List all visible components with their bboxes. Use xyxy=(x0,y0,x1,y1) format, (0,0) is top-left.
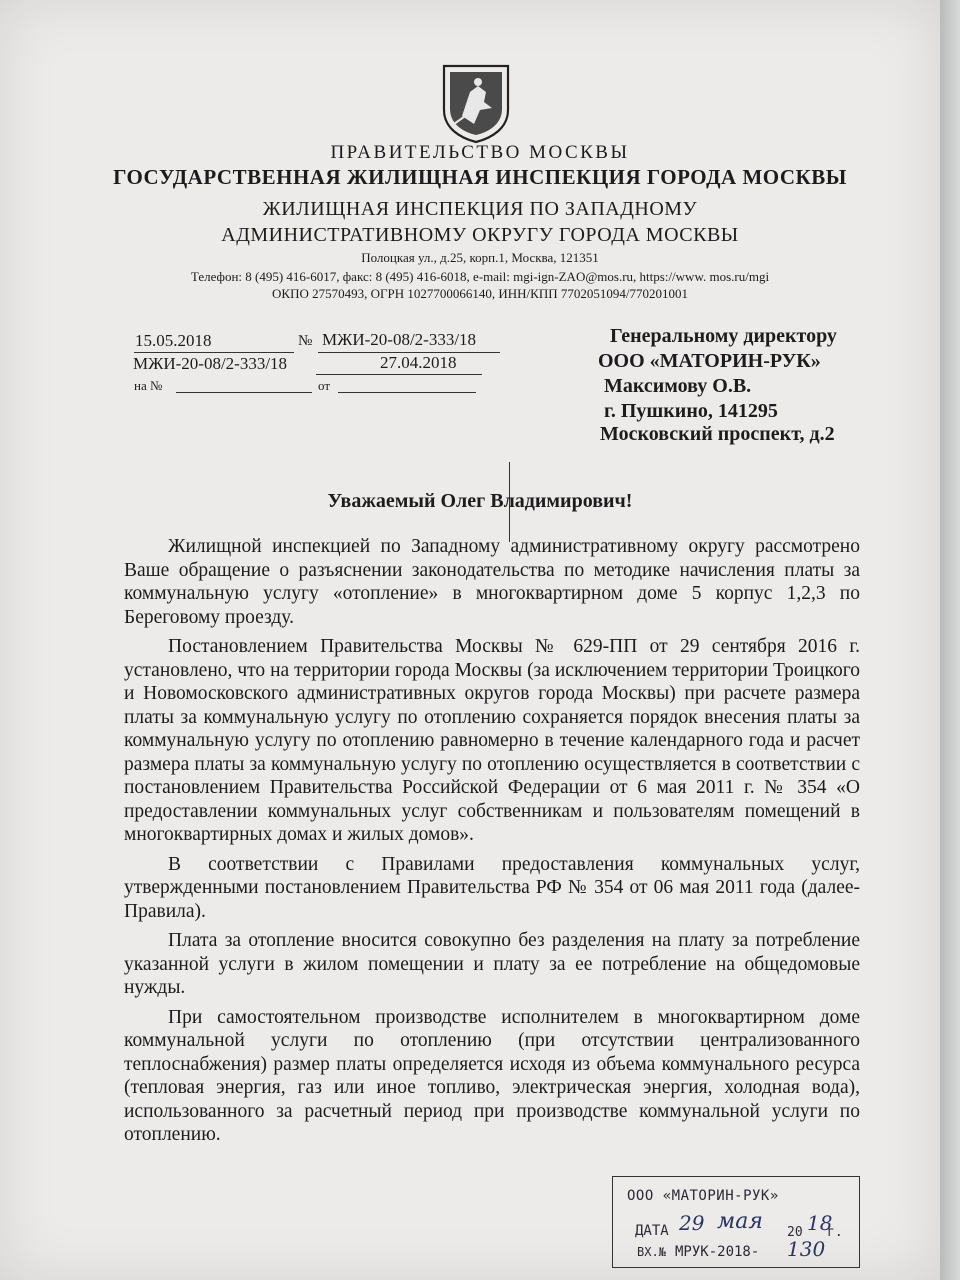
stamp-in-number: МРУК-2018- xyxy=(675,1244,760,1260)
handwritten-day: 29 xyxy=(679,1211,705,1235)
paragraph-3: В соответствии с Правилами предоставления коммунальных услуг, утвержденными постановлением Правительства РФ № 354 от 06 мая 2011 года (далее- Правила). xyxy=(124,853,860,922)
stamp-date-label: ДАТА xyxy=(635,1223,669,1239)
letter-number: МЖИ-20-08/2-333/18 xyxy=(322,330,477,349)
recipient-position: Генеральному директору xyxy=(610,325,837,347)
paragraph-5: При самостоятельном производстве исполнителем в многоквартирном доме коммунальной услуги по отоплению (при отсутствии централизованного теплоснабжения) размер платы определяется исходя из объема коммунального ресурса (тепловая энергия, газ или иное топливо, электрическая энергия, холодная вода), использованного за расчетный период при производстве коммунальной услуги по отоплению. xyxy=(124,1006,860,1145)
government-name: ПРАВИТЕЛЬСТВО МОСКВЫ xyxy=(330,142,630,163)
page-edge xyxy=(940,0,960,1280)
recipient-name: Максимову О.В. xyxy=(604,375,752,397)
office-contacts: Телефон: 8 (495) 416-6017, факс: 8 (495) 416-6018, e-mail: mgi-ign-ZAO@mos.ru, https://www. mos.ru/mgi xyxy=(190,269,770,284)
office-codes: ОКПО 27570493, ОГРН 1027700066140, ИНН/КПП 7702051094/770201001 xyxy=(272,286,688,301)
stamp-in-label: ВХ.№ xyxy=(637,1245,666,1259)
office-address: Полоцкая ул., д.25, корп.1, Москва, 121351 xyxy=(361,250,599,265)
handwritten-month: мая xyxy=(717,1209,763,1234)
ref-label-underline xyxy=(176,392,312,393)
ref-number: МЖИ-20-08/2-333/18 xyxy=(133,354,288,373)
stamp-year-prefix: 20 xyxy=(787,1225,803,1240)
letter-date: 15.05.2018 xyxy=(135,331,212,350)
moscow-coat-of-arms-icon xyxy=(440,62,512,144)
from-label: от xyxy=(318,378,331,393)
inspection-name: ГОСУДАРСТВЕННАЯ ЖИЛИЩНАЯ ИНСПЕКЦИЯ ГОРОДА МОСКВЫ xyxy=(113,165,847,189)
recipient-street: Московский проспект, д.2 xyxy=(600,423,835,445)
ref-label: на № xyxy=(134,378,163,393)
recipient-city: г. Пушкино, 141295 xyxy=(604,400,778,422)
stamp-org: ООО «МАТОРИН-РУК» xyxy=(627,1188,779,1204)
ref-date-underline xyxy=(316,374,482,375)
handwritten-year: 18 xyxy=(807,1211,833,1235)
paragraph-4: Плата за отопление вносится совокупно без разделения на плату за потребление указанной услуги в жилом помещении и плату за ее потребление на общедомовые нужды. xyxy=(124,930,860,998)
date-underline xyxy=(134,352,294,353)
from-label-underline xyxy=(338,392,476,393)
stamp-year-end: г. xyxy=(827,1225,843,1240)
paragraph-1: Жилищной инспекцией по Западному административному округу рассмотрено Ваше обращение о разъяснении законодательства по методике начисления платы за коммунальную услугу «отопление» в многоквартирном доме 5 корпус 1,2,3 по Береговому проезду. xyxy=(124,536,860,628)
recipient-company: ООО «МАТОРИН-РУК» xyxy=(598,350,821,372)
greeting: Уважаемый Олег Владимирович! xyxy=(327,490,633,512)
handwritten-number: 130 xyxy=(787,1237,826,1261)
incoming-stamp xyxy=(612,1176,860,1268)
paragraph-2: Постановлением Правительства Москвы № 629-ПП от 29 сентября 2016 г. установлено, что на территории города Москвы (за исключением территории Троицкого и Новомосковского административных округов города Москвы) при расчете размера платы за коммунальную услугу по отоплению сохраняется порядок внесения платы за коммунальную услугу по отоплению равномерно в течение календарного года и расчет размера платы за коммунальную услугу по отоплению осуществляется в соответствии с постановлением Правительства Российской Федерации от 6 мая 2011 г. № 354 «О предоставлении коммунальных услуг собственникам и пользователям помещений в многоквартирных домах и жилых домов». xyxy=(124,636,860,845)
number-sign: № xyxy=(298,333,313,349)
division-name-line1: ЖИЛИЩНАЯ ИНСПЕКЦИЯ ПО ЗАПАДНОМУ xyxy=(262,198,698,220)
letter-body xyxy=(124,535,860,1147)
division-name-line2: АДМИНИСТРАТИВНОМУ ОКРУГУ ГОРОДА МОСКВЫ xyxy=(221,224,739,246)
ref-date: 27.04.2018 xyxy=(380,353,457,372)
